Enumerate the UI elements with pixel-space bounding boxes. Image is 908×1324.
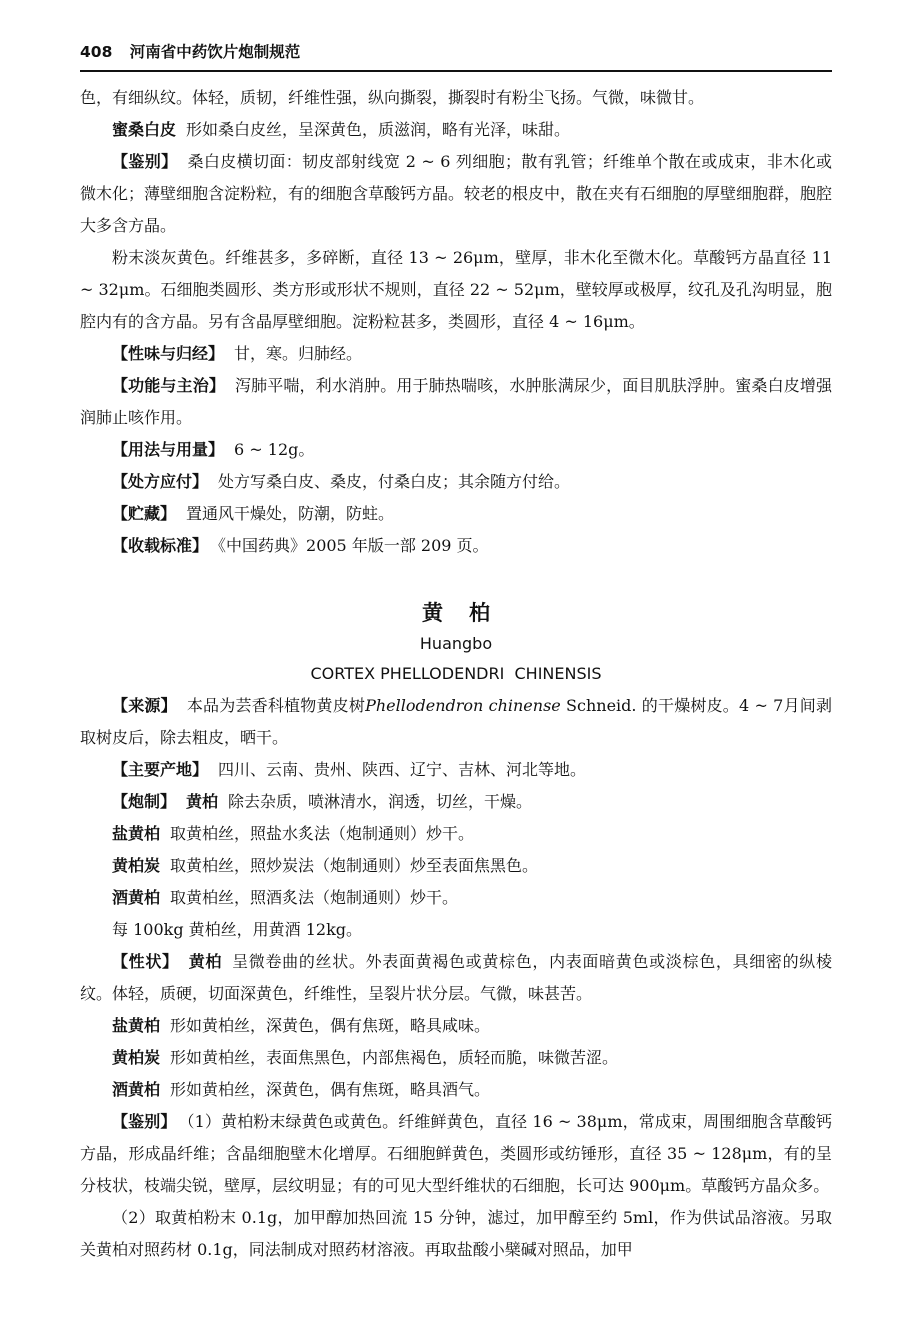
section-label: 【炮制】 [112, 792, 177, 811]
item-text: 形如黄柏丝，表面焦黑色，内部焦褐色，质轻而脆，味微苦涩。 [170, 1048, 619, 1067]
section-label: 【用法与用量】 [112, 440, 225, 459]
section-label: 【性状】 [112, 952, 179, 971]
section-text: Schneid. 的干燥树皮。4 ~ 7月间剥取树皮后，除去粗皮，晒干。 [80, 696, 832, 747]
item-name: 黄柏 [188, 952, 223, 971]
section-function [80, 370, 832, 434]
section-text: 泻肺平喘，利水消肿。用于肺热喘咳，水肿胀满尿少，面目肌肤浮肿。蜜桑白皮增强润肺止咳作用。 [80, 376, 832, 427]
item-text: 形如桑白皮丝，呈深黄色，质滋润，略有光泽，味甜。 [186, 120, 571, 139]
section-dosage [80, 434, 832, 466]
section-identification-2 [80, 1106, 832, 1202]
section-processing [80, 786, 832, 818]
section-nature [80, 338, 832, 370]
section-label: 【收载标准】 [112, 536, 209, 555]
monograph-latin-name: CORTEX PHELLODENDRI CHINENSIS [310, 664, 602, 683]
characters-salt [80, 1010, 832, 1042]
section-label: 【主要产地】 [112, 760, 209, 779]
section-label: 【鉴别】 [112, 152, 178, 171]
section-label: 【贮藏】 [112, 504, 177, 523]
spacer [80, 562, 832, 596]
item-text: 形如黄柏丝，深黄色，偶有焦斑，略具酒气。 [170, 1080, 491, 1099]
item-name: 酒黄柏 [112, 1080, 161, 1099]
powder-paragraph: 粉末淡灰黄色。纤维甚多，多碎断，直径 13 ~ 26μm，壁厚，非木化至微木化。草酸钙方晶直径 11 ~ 32μm。石细胞类圆形、类方形或形状不规则，直径 22 ~ 52μm，壁较厚或极厚，纹孔及孔沟明显，胞腔内有的含方晶。另有含晶厚壁细胞。淀粉粒甚多，类圆形，直径 4 ~ 16μm。 [80, 248, 832, 331]
item-name: 盐黄柏 [112, 1016, 161, 1035]
section-prescription [80, 466, 832, 498]
section-text: 除去杂质，喷淋清水，润透，切丝，干燥。 [228, 792, 533, 811]
characters-wine [80, 1074, 832, 1106]
section-label: 【来源】 [112, 696, 177, 715]
section-standard [80, 530, 832, 562]
page-number: 408 [80, 43, 113, 61]
section-source [80, 690, 832, 754]
section-text: 《中国药典》2005 年版一部 209 页。 [218, 536, 489, 555]
section-text: 本品为芸香科植物黄皮树 [186, 696, 366, 715]
page-body [80, 82, 832, 1266]
book-title: 河南省中药饮片炮制规范 [129, 43, 301, 61]
item-name: 黄柏炭 [112, 1048, 161, 1067]
item-text: 取黄柏丝，照酒炙法（炮制通则）炒干。 [170, 888, 459, 907]
section-text: 四川、云南、贵州、陕西、辽宁、吉林、河北等地。 [218, 760, 587, 779]
wine-ratio-note: 每 100kg 黄柏丝，用黄酒 12kg。 [112, 920, 363, 939]
running-header [80, 38, 832, 72]
section-text: 置通风干燥处，防潮，防蛀。 [186, 504, 395, 523]
monograph-title: 黄柏 [422, 601, 516, 625]
continued-paragraph: 色，有细纵纹。体轻，质韧，纤维性强，纵向撕裂，撕裂时有粉尘飞扬。气微，味微甘。 [80, 88, 705, 107]
section-characters [80, 946, 832, 1010]
section-origin [80, 754, 832, 786]
section-label: 【功能与主治】 [112, 376, 225, 395]
item-name: 黄柏 [186, 792, 219, 811]
identification-tlc: （2）取黄柏粉末 0.1g，加甲醇加热回流 15 分钟，滤过，加甲醇至约 5ml，作为供试品溶液。另取关黄柏对照药材 0.1g，同法制成对照药材溶液。再取盐酸小檗碱对照品，加甲 [80, 1208, 832, 1259]
item-name: 盐黄柏 [112, 824, 161, 843]
section-storage [80, 498, 832, 530]
processed-item-mi [80, 114, 832, 146]
item-name: 黄柏炭 [112, 856, 161, 875]
section-text: 6 ~ 12g。 [234, 440, 315, 459]
section-text: 呈微卷曲的丝状。外表面黄褐色或黄棕色，内表面暗黄色或淡棕色，具细密的纵棱纹。体轻，质硬，切面深黄色，纤维性，呈裂片状分层。气微，味甚苦。 [80, 952, 832, 1003]
processed-item-salt [80, 818, 832, 850]
processed-item-wine [80, 882, 832, 914]
section-text: 处方写桑白皮、桑皮，付桑白皮；其余随方付给。 [218, 472, 571, 491]
section-label: 【鉴别】 [112, 1112, 177, 1131]
section-label: 【性味与归经】 [112, 344, 225, 363]
section-text: 桑白皮横切面：韧皮部射线宽 2 ~ 6 列细胞；散有乳管；纤维单个散在或成束，非木化或微木化；薄壁细胞含淀粉粒，有的细胞含草酸钙方晶。较老的根皮中，散在夹有石细胞的厚壁细胞群，胞腔大多含方晶。 [80, 152, 833, 235]
item-text: 取黄柏丝，照炒炭法（炮制通则）炒至表面焦黑色。 [170, 856, 539, 875]
section-text: （1）黄柏粉末绿黄色或黄色。纤维鲜黄色，直径 16 ~ 38μm，常成束，周围细胞含草酸钙方晶，形成晶纤维；含晶细胞壁木化增厚。石细胞鲜黄色，类圆形或纺锤形，直径 35 ~ 128μm，有的呈分枝状，枝端尖锐，壁厚，层纹明显；有的可见大型纤维状的石细胞，长可达 900μm。草酸钙方晶众多。 [80, 1112, 832, 1195]
item-name: 蜜桑白皮 [112, 120, 177, 139]
item-name: 酒黄柏 [112, 888, 161, 907]
section-text: 甘，寒。归肺经。 [234, 344, 363, 363]
item-text: 取黄柏丝，照盐水炙法（炮制通则）炒干。 [170, 824, 475, 843]
item-text: 形如黄柏丝，深黄色，偶有焦斑，略具咸味。 [170, 1016, 491, 1035]
section-label: 【处方应付】 [112, 472, 209, 491]
species-name: Phellodendron chinense [365, 696, 561, 715]
characters-charcoal [80, 1042, 832, 1074]
section-identification [80, 146, 832, 242]
monograph-pinyin: Huangbo [419, 634, 493, 653]
processed-item-charcoal [80, 850, 832, 882]
